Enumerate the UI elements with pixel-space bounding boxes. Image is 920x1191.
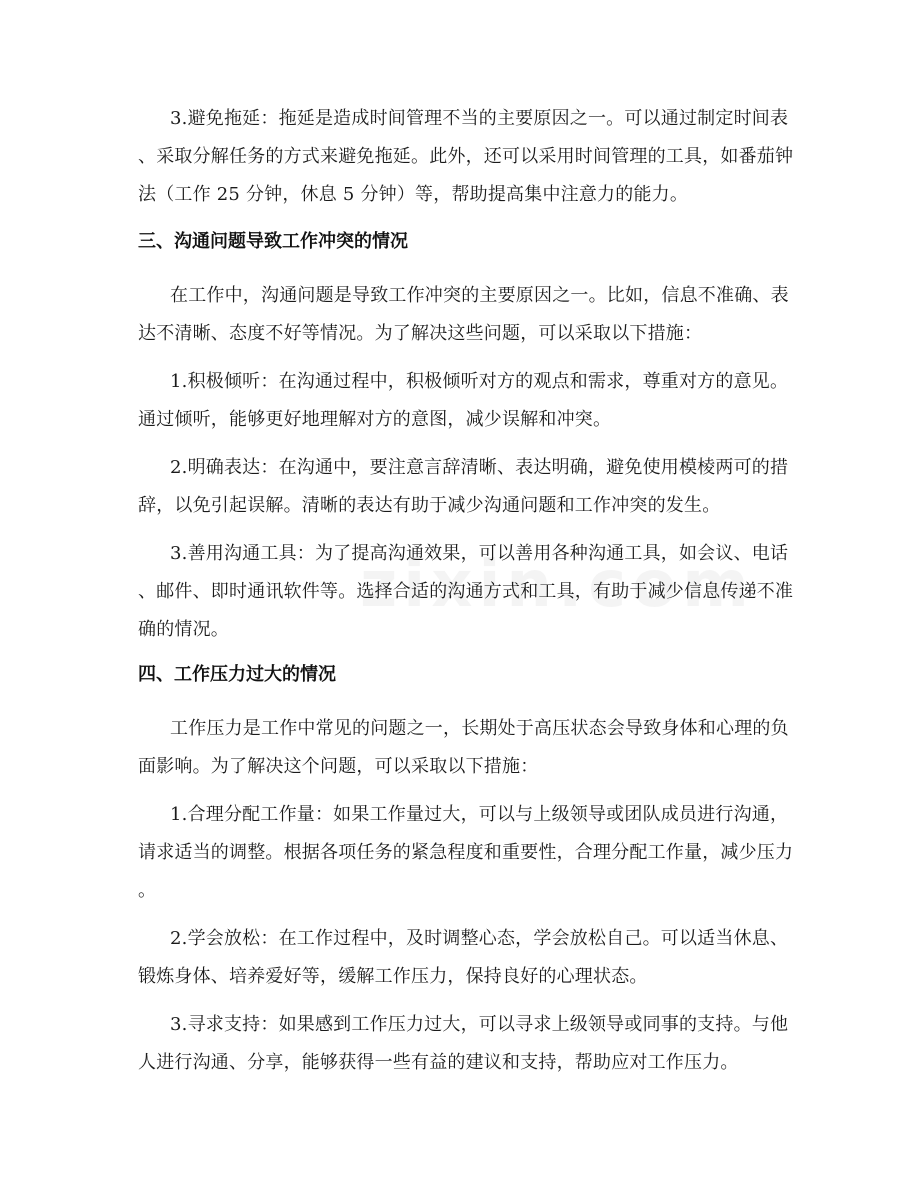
paragraph-line: 请求适当的调整。根据各项任务的紧急程度和重要性，合理分配工作量，减少压力 [138, 842, 794, 863]
paragraph-line: 法（工作 25 分钟，休息 5 分钟）等，帮助提高集中注意力的能力。 [138, 184, 689, 205]
paragraph-line: 面影响。为了解决这个问题，可以采取以下措施： [138, 756, 539, 777]
paragraph-line: 人进行沟通、分享，能够获得一些有益的建议和支持，帮助应对工作压力。 [138, 1052, 739, 1073]
paragraph-line: 1.积极倾听：在沟通过程中，积极倾听对方的观点和需求，尊重对方的意见。 [170, 371, 789, 392]
paragraph-line: 。 [138, 880, 157, 901]
paragraph-line: 通过倾听，能够更好地理解对方的意图，减少误解和冲突。 [138, 409, 612, 430]
paragraph-line: 2.明确表达：在沟通中，要注意言辞清晰、表达明确，避免使用模棱两可的措 [170, 457, 789, 478]
paragraph-line: 在工作中，沟通问题是导致工作冲突的主要原因之一。比如，信息不准确、表 [170, 285, 789, 306]
paragraph-line: 3.善用沟通工具：为了提高沟通效果，可以善用各种沟通工具，如会议、电话 [170, 543, 789, 564]
paragraph-line: 辞，以免引起误解。清晰的表达有助于减少沟通问题和工作冲突的发生。 [138, 495, 721, 516]
paragraph-line: 工作压力是工作中常见的问题之一，长期处于高压状态会导致身体和心理的负 [170, 718, 789, 739]
paragraph-line: 1.合理分配工作量：如果工作量过大，可以与上级领导或团队成员进行沟通， [170, 804, 789, 825]
paragraph-line: 达不清晰、态度不好等情况。为了解决这些问题，可以采取以下措施： [138, 323, 703, 344]
paragraph-line: 3.避免拖延：拖延是造成时间管理不当的主要原因之一。可以通过制定时间表 [170, 108, 789, 129]
paragraph-line: 、采取分解任务的方式来避免拖延。此外，还可以采用时间管理的工具，如番茄钟 [138, 146, 794, 167]
paragraph-line: 、邮件、即时通讯软件等。选择合适的沟通方式和工具，有助于减少信息传递不准 [138, 581, 794, 602]
paragraph-line: 2.学会放松：在工作过程中，及时调整心态，学会放松自己。可以适当休息、 [170, 928, 789, 949]
paragraph-line: 锻炼身体、培养爱好等，缓解工作压力，保持良好的心理状态。 [138, 966, 648, 987]
section-heading-communication: 三、沟通问题导致工作冲突的情况 [138, 231, 408, 252]
section-heading-work-pressure: 四、工作压力过大的情况 [138, 664, 336, 685]
paragraph-line: 确的情况。 [138, 619, 229, 640]
paragraph-line: 3.寻求支持：如果感到工作压力过大，可以寻求上级领导或同事的支持。与他 [170, 1014, 789, 1035]
